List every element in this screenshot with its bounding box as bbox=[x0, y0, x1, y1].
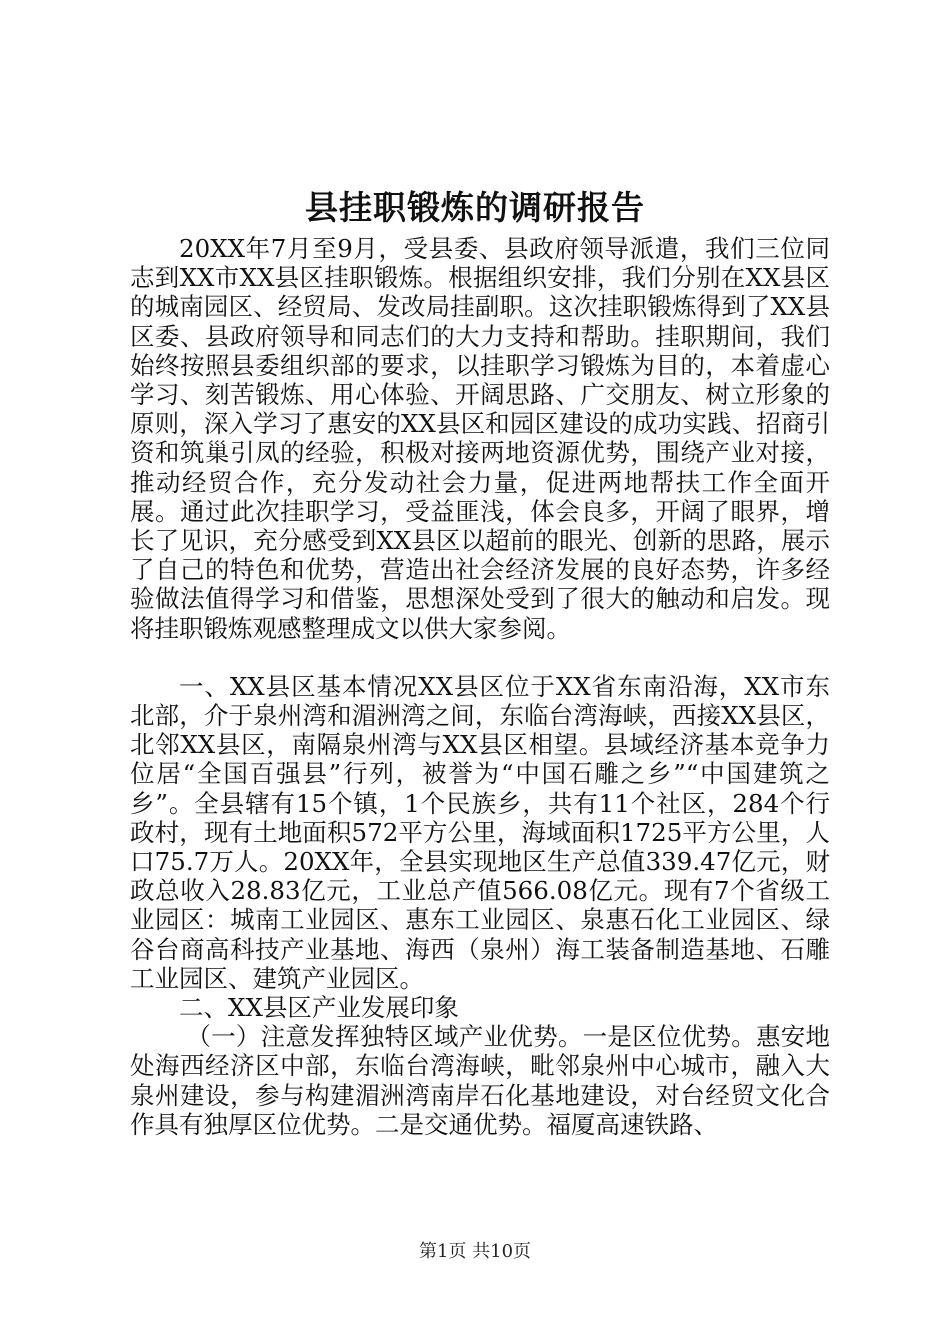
page-number-footer: 第1页 共10页 bbox=[418, 1241, 532, 1262]
document-body bbox=[130, 234, 830, 1139]
document-title: 县挂职锻炼的调研报告 bbox=[305, 188, 645, 227]
section2-heading: 二、XX县区产业发展印象 bbox=[179, 993, 459, 1023]
section2-subsection1-paragraph: （一）注意发挥独特区域产业优势。一是区位优势。惠安地处海西经济区中部，东临台湾海峡，毗邻泉州中心城市，融入大泉州建设，参与构建湄洲湾南岸石化基地建设，对台经贸文化合作具有独厚区位优势。二是交通优势。福厦高速铁路、 bbox=[130, 1022, 830, 1139]
section1-paragraph: 一、XX县区基本情况XX县区位于XX省东南沿海，XX市东北部，介于泉州湾和湄洲湾之间，东临台湾海峡，西接XX县区，北邻XX县区，南隔泉州湾与XX县区相望。县域经济基本竞争力位居“全国百强县”行列，被誉为“中国石雕之乡”“中国建筑之乡”。全县辖有15个镇，1个民族乡，共有11个社区，284个行政村，现有土地面积572平方公里，海域面积1725平方公里，人口75.7万人。20XX年，全县实现地区生产总值339.47亿元，财政总收入28.83亿元，工业总产值566.08亿元。现有7个省级工业园区：城南工业园区、惠东工业园区、泉惠石化工业园区、绿谷台商高科技产业基地、海西（泉州）海工装备制造基地、石雕工业园区、建筑产业园区。 bbox=[130, 671, 830, 993]
intro-paragraph: 20XX年7月至9月，受县委、县政府领导派遣，我们三位同志到XX市XX县区挂职锻炼。根据组织安排，我们分别在XX县区的城南园区、经贸局、发改局挂副职。这次挂职锻炼得到了XX县区委、县政府领导和同志们的大力支持和帮助。挂职期间，我们始终按照县委组织部的要求，以挂职学习锻炼为目的，本着虚心学习、刻苦锻炼、用心体验、开阔思路、广交朋友、树立形象的原则，深入学习了惠安的XX县区和园区建设的成功实践、招商引资和筑巢引凤的经验，积极对接两地资源优势，围绕产业对接，推动经贸合作，充分发动社会力量，促进两地帮扶工作全面开展。通过此次挂职学习，受益匪浅，体会良多，开阔了眼界，增长了见识，充分感受到XX县区以超前的眼光、创新的思路，展示了自己的特色和优势，营造出社会经济发展的良好态势，许多经验做法值得学习和借鉴，思想深处受到了很大的触动和启发。现将挂职锻炼观感整理成文以供大家参阅。 bbox=[130, 234, 830, 643]
paragraph-spacer bbox=[130, 643, 830, 672]
